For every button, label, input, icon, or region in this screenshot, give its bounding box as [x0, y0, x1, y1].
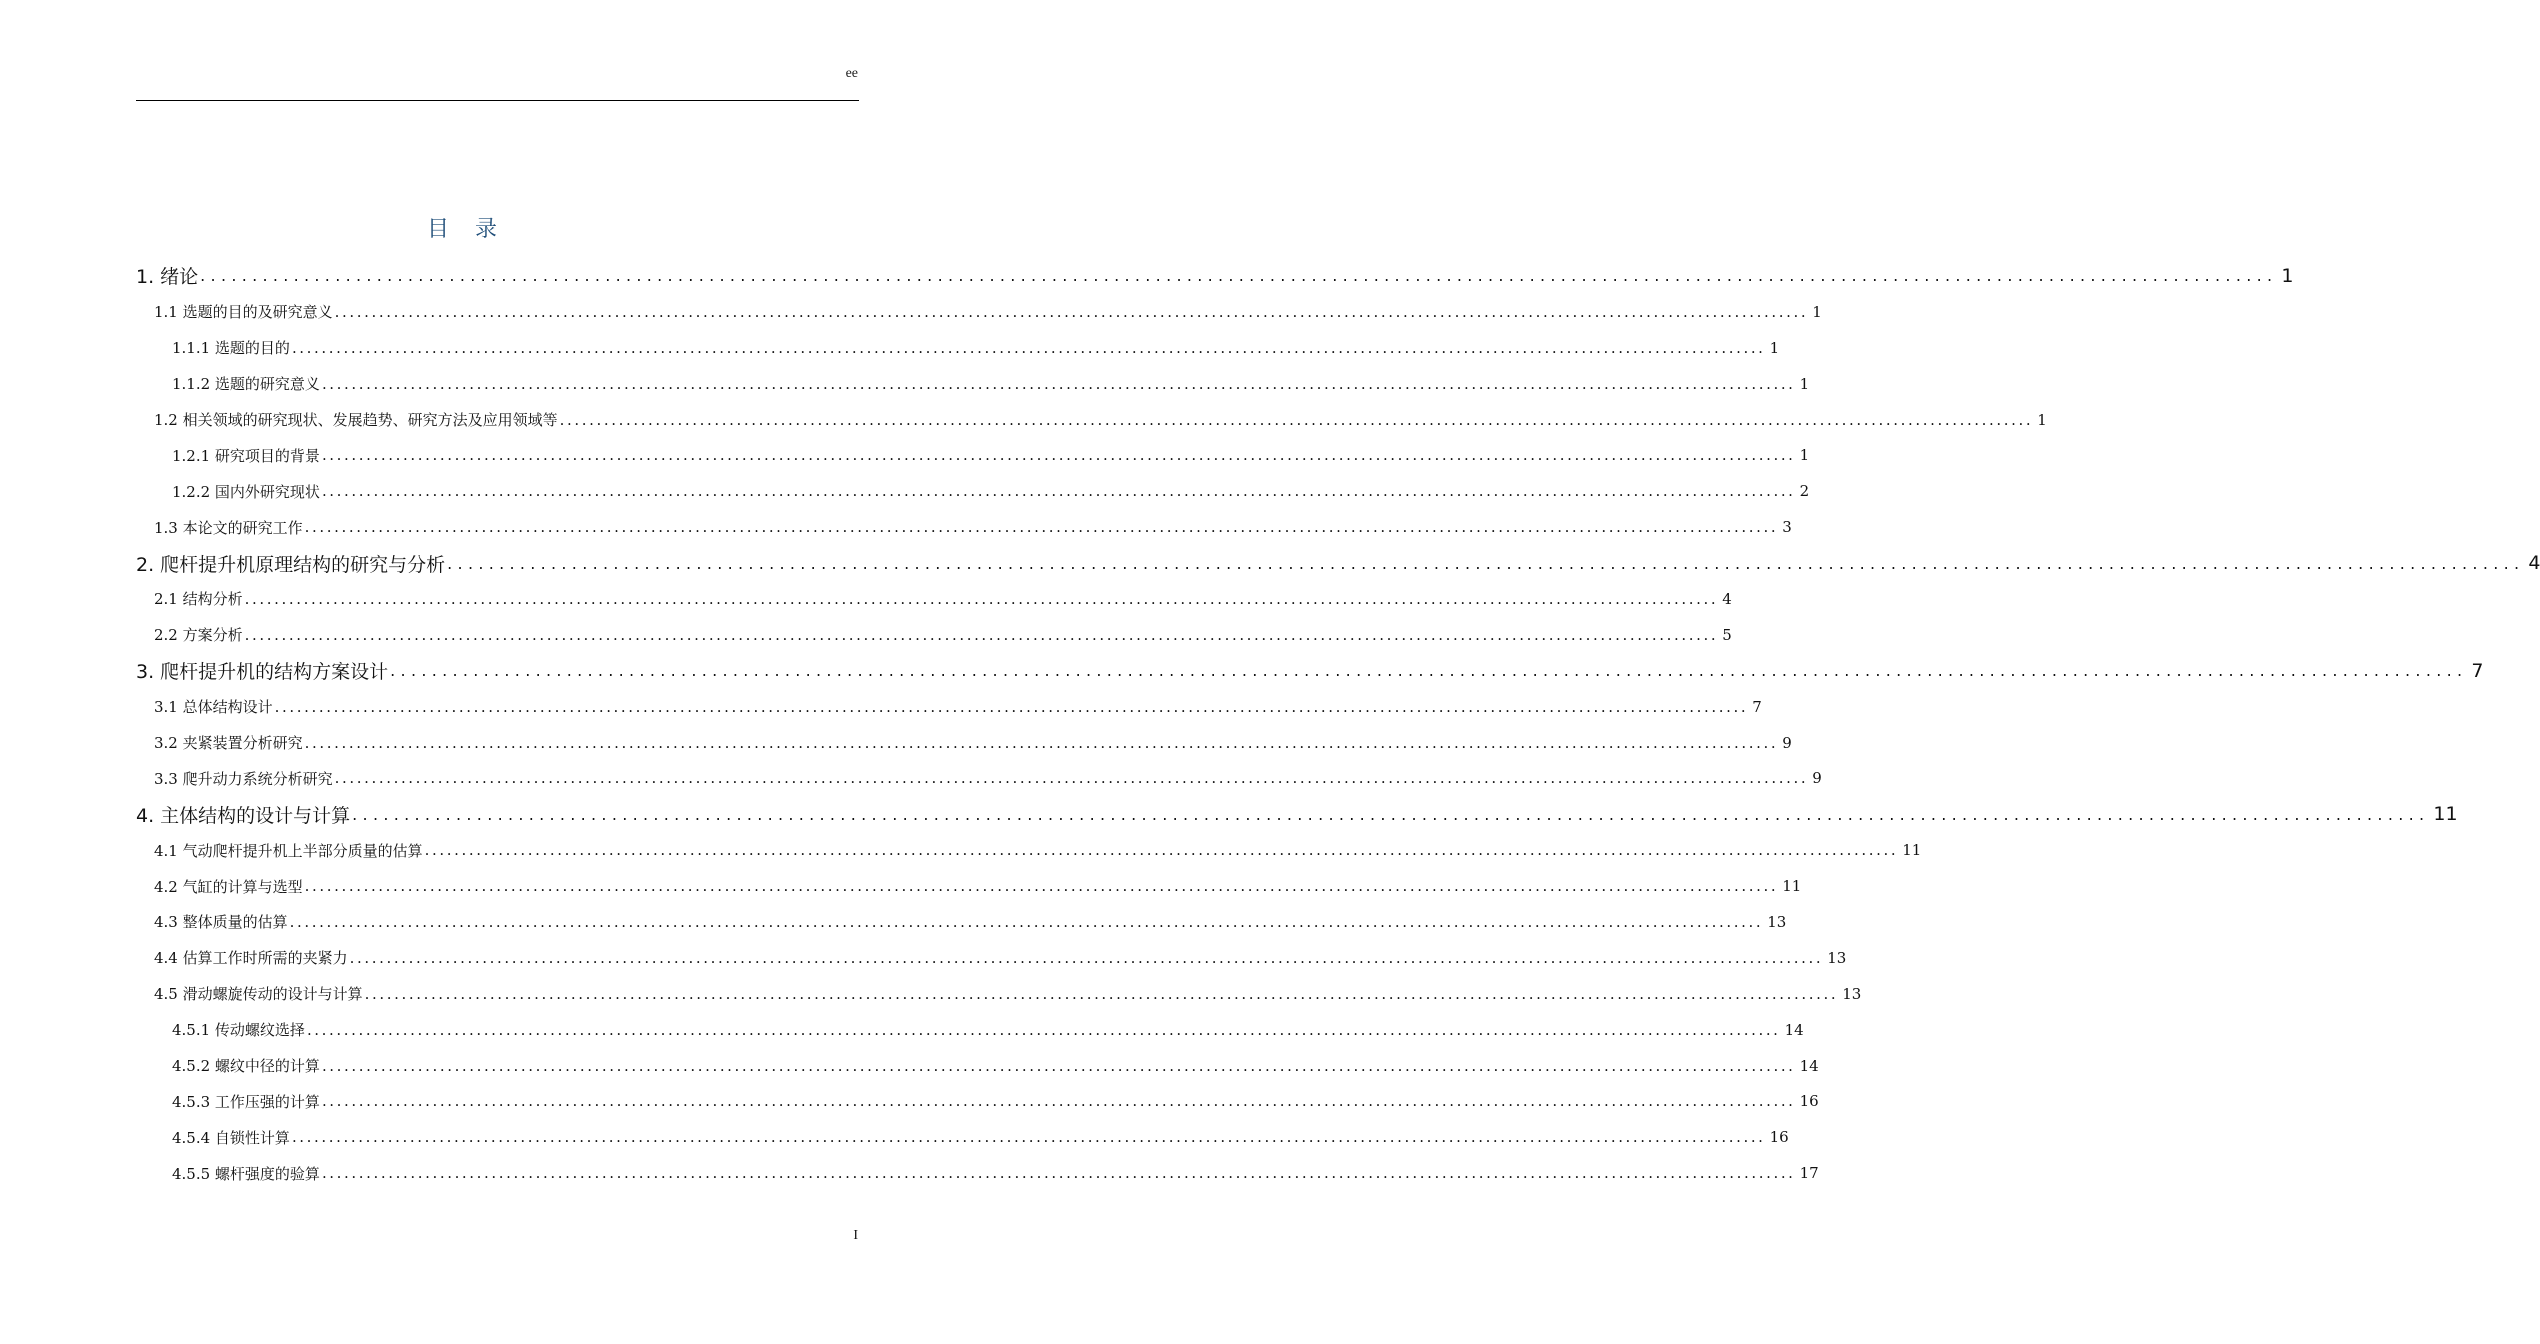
toc-entry-page: 5 — [1722, 625, 1732, 644]
toc-entry[interactable] — [136, 868, 1802, 904]
toc-leader-dots: ........................................................................................................................................................................................................ — [321, 374, 1796, 393]
toc-leader-dots: ........................................................................................................................................................................................................ — [321, 1056, 1796, 1075]
toc-entry-page: 3 — [1782, 518, 1792, 537]
toc-entry-label: 1. 绪论 — [136, 266, 199, 289]
toc-entry[interactable] — [136, 832, 1922, 868]
toc-entry-page: 13 — [1827, 948, 1847, 967]
toc-entry-page: 1 — [2037, 410, 2047, 429]
toc-entry-page: 13 — [1767, 912, 1787, 931]
toc-entry[interactable] — [136, 904, 1787, 940]
toc-entry-label: 3.1 总体结构设计 — [154, 698, 273, 717]
toc-entry-page: 1 — [1769, 338, 1780, 357]
toc-entry[interactable] — [136, 1083, 1819, 1119]
page-number: I — [853, 1228, 858, 1243]
toc-entry[interactable] — [136, 294, 1822, 330]
toc-entry-label: 4. 主体结构的设计与计算 — [136, 804, 351, 827]
toc-leader-dots: ........................................................................................................................................................................................................ — [559, 410, 2034, 429]
toc-leader-dots: ........................................................................................................................................................................................................ — [304, 877, 1779, 896]
toc-entry-page: 14 — [1799, 1056, 1819, 1075]
toc-entry-label: 4.5.2 螺纹中径的计算 — [172, 1057, 320, 1076]
toc-entry-page: 13 — [1842, 984, 1862, 1003]
toc-entry-label: 4.5.4 自锁性计算 — [172, 1128, 290, 1147]
toc-entry-label: 4.5.5 螺杆强度的验算 — [172, 1164, 320, 1183]
toc-title: 目录 — [426, 217, 523, 242]
toc-entry-label: 4.2 气缸的计算与选型 — [154, 877, 303, 896]
toc-entry[interactable] — [136, 473, 1810, 509]
toc-leader-dots: ........................................................................................................................................................................................................ — [321, 1164, 1796, 1183]
toc-entry-page: 9 — [1782, 733, 1792, 752]
toc-leader-dots: ........................................................................................................................................................................................................ — [390, 661, 2468, 681]
toc-leader-dots: ........................................................................................................................................................................................................ — [334, 769, 1809, 788]
header-mark: ee — [845, 66, 858, 81]
toc-leader-dots: ........................................................................................................................................................................................................ — [321, 1092, 1796, 1111]
toc-entry-label: 1.3 本论文的研究工作 — [154, 518, 303, 537]
toc-entry-page: 1 — [1799, 374, 1810, 393]
toc-entry-label: 1.1 选题的目的及研究意义 — [154, 303, 333, 322]
toc-entry-label: 4.3 整体质量的估算 — [154, 913, 288, 932]
toc-entry[interactable] — [136, 940, 1847, 976]
toc-entry[interactable] — [136, 1155, 1819, 1191]
toc-entry-label: 4.5.3 工作压强的计算 — [172, 1092, 320, 1111]
toc-entry-label: 4.5.1 传动螺纹选择 — [172, 1021, 305, 1040]
toc-entry[interactable] — [136, 402, 2047, 438]
toc-entry-page: 7 — [1752, 697, 1762, 716]
toc-entry[interactable] — [136, 545, 2540, 581]
toc-leader-dots: ........................................................................................................................................................................................................ — [304, 518, 1779, 537]
toc-leader-dots: ........................................................................................................................................................................................................ — [244, 625, 1719, 644]
toc-entry-page: 17 — [1799, 1164, 1819, 1183]
toc-leader-dots: ........................................................................................................................................................................................................ — [349, 948, 1824, 967]
toc-entry-page: 16 — [1769, 1128, 1789, 1147]
toc-entry-label: 3.2 夹紧装置分析研究 — [154, 734, 303, 753]
toc-entry-page: 11 — [1782, 877, 1802, 896]
toc-entry[interactable] — [136, 796, 2458, 832]
toc-leader-dots: ........................................................................................................................................................................................................ — [304, 733, 1779, 752]
toc-leader-dots: ........................................................................................................................................................................................................ — [274, 697, 1749, 716]
toc-entry-label: 4.5 滑动螺旋传动的设计与计算 — [154, 985, 363, 1004]
toc-entry[interactable] — [136, 1119, 1789, 1155]
toc-entry[interactable] — [136, 725, 1792, 761]
toc-entry[interactable] — [136, 689, 1762, 725]
toc-entry-page: 11 — [1902, 841, 1922, 860]
table-of-contents — [136, 258, 2540, 1191]
toc-leader-dots: ........................................................................................................................................................................................................ — [424, 841, 1899, 860]
toc-leader-dots: ........................................................................................................................................................................................................ — [306, 1020, 1781, 1039]
toc-leader-dots: ........................................................................................................................................................................................................ — [244, 589, 1719, 608]
header-rule — [136, 100, 859, 101]
toc-entry-page: 7 — [2471, 659, 2484, 682]
toc-entry-page: 1 — [1799, 446, 1810, 465]
toc-entry-label: 1.2 相关领域的研究现状、发展趋势、研究方法及应用领域等 — [154, 411, 558, 429]
toc-entry[interactable] — [136, 330, 1780, 366]
toc-leader-dots: ........................................................................................................................................................................................................ — [321, 482, 1796, 501]
toc-entry-label: 3.3 爬升动力系统分析研究 — [154, 769, 333, 788]
toc-entry-label: 2.2 方案分析 — [154, 626, 243, 645]
toc-leader-dots: ........................................................................................................................................................................................................ — [447, 553, 2525, 573]
toc-entry-label: 1.1.1 选题的目的 — [172, 339, 290, 358]
toc-entry-page: 4 — [1722, 589, 1732, 608]
toc-entry[interactable] — [136, 581, 1732, 617]
toc-leader-dots: ........................................................................................................................................................................................................ — [289, 912, 1764, 931]
toc-entry-label: 3. 爬杆提升机的结构方案设计 — [136, 661, 389, 684]
toc-entry-label: 1.2.1 研究项目的背景 — [172, 446, 320, 465]
toc-entry-page: 1 — [2281, 264, 2294, 287]
toc-leader-dots: ........................................................................................................................................................................................................ — [321, 446, 1796, 465]
toc-entry[interactable] — [136, 653, 2484, 689]
toc-entry[interactable] — [136, 617, 1732, 653]
toc-entry-page: 11 — [2433, 803, 2458, 826]
toc-entry-page: 4 — [2528, 552, 2540, 575]
toc-entry-label: 2.1 结构分析 — [154, 590, 243, 609]
toc-entry-page: 9 — [1812, 769, 1822, 788]
toc-leader-dots: ........................................................................................................................................................................................................ — [352, 804, 2430, 824]
toc-entry[interactable] — [136, 1048, 1819, 1084]
toc-leader-dots: ........................................................................................................................................................................................................ — [200, 266, 2278, 286]
toc-entry[interactable] — [136, 760, 1822, 796]
toc-entry-page: 2 — [1799, 482, 1810, 501]
toc-leader-dots: ........................................................................................................................................................................................................ — [291, 338, 1766, 357]
toc-leader-dots: ........................................................................................................................................................................................................ — [291, 1128, 1766, 1147]
toc-entry[interactable] — [136, 1012, 1804, 1048]
toc-entry-label: 2. 爬杆提升机原理结构的研究与分析 — [136, 553, 446, 576]
toc-leader-dots: ........................................................................................................................................................................................................ — [364, 984, 1839, 1003]
toc-entry-label: 1.1.2 选题的研究意义 — [172, 375, 320, 394]
toc-entry-page: 14 — [1784, 1020, 1804, 1039]
toc-entry-label: 4.4 估算工作时所需的夹紧力 — [154, 949, 348, 968]
toc-entry-label: 4.1 气动爬杆提升机上半部分质量的估算 — [154, 841, 423, 860]
toc-entry-page: 16 — [1799, 1092, 1819, 1111]
toc-leader-dots: ........................................................................................................................................................................................................ — [334, 302, 1809, 321]
toc-entry[interactable] — [136, 258, 2294, 294]
toc-entry-label: 1.2.2 国内外研究现状 — [172, 482, 320, 501]
toc-entry[interactable] — [136, 976, 1862, 1012]
toc-entry-page: 1 — [1812, 302, 1822, 321]
toc-entry[interactable] — [136, 509, 1792, 545]
toc-entry[interactable] — [136, 366, 1810, 402]
toc-entry[interactable] — [136, 437, 1810, 473]
